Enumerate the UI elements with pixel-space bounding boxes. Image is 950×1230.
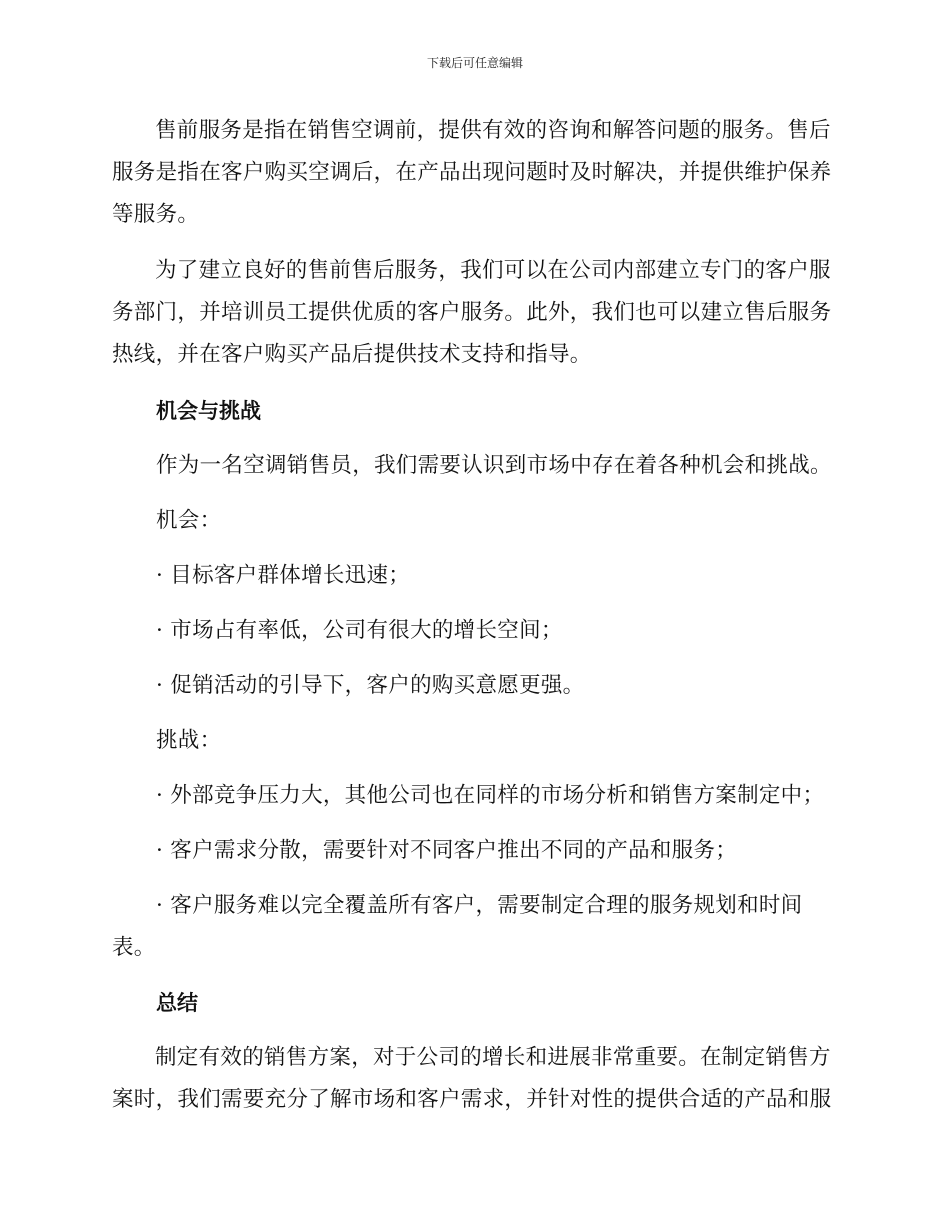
list-item-challenge: · 客户服务难以完全覆盖所有客户，需要制定合理的服务规划和时间表。 (112, 893, 803, 960)
section-heading-opportunities-challenges: 机会与挑战 (156, 399, 261, 423)
page-header: 下载后可任意编辑 (426, 56, 523, 70)
list-item-opportunity: · 市场占有率低，公司有很大的增长空间； (156, 618, 563, 643)
paragraph-market-awareness: 作为一名空调销售员，我们需要认识到市场中存在着各种机会和挑战。 (156, 453, 832, 478)
opportunities-label: 机会： (156, 508, 222, 533)
list-item-opportunity: · 促销活动的引导下，客户的购买意愿更强。 (156, 673, 585, 698)
paragraph-presales-aftersales: 售前服务是指在销售空调前，提供有效的咨询和解答问题的服务。售后服务是指在客户购买空调后，在产品出现问题时及时解决，并提供维护保养等服务。 (112, 118, 832, 227)
paragraph-summary: 制定有效的销售方案，对于公司的增长和进展非常重要。在制定销售方案时，我们需要充分了解市场和客户需求，并针对性的提供合适的产品和服 (112, 1045, 832, 1112)
challenges-label: 挑战： (156, 728, 222, 753)
list-item-challenge: · 外部竞争压力大，其他公司也在同样的市场分析和销售方案制定中； (156, 783, 825, 808)
list-item-challenge: · 客户需求分散，需要针对不同客户推出不同的产品和服务； (156, 838, 738, 863)
list-item-opportunity: · 目标客户群体增长迅速； (156, 563, 411, 588)
paragraph-service-building: 为了建立良好的售前售后服务，我们可以在公司内部建立专门的客户服务部门，并培训员工提供优质的客户服务。此外，我们也可以建立售后服务热线，并在客户购买产品后提供技术支持和指导。 (112, 258, 832, 367)
section-heading-summary: 总结 (156, 991, 198, 1015)
document-body (112, 110, 832, 1135)
